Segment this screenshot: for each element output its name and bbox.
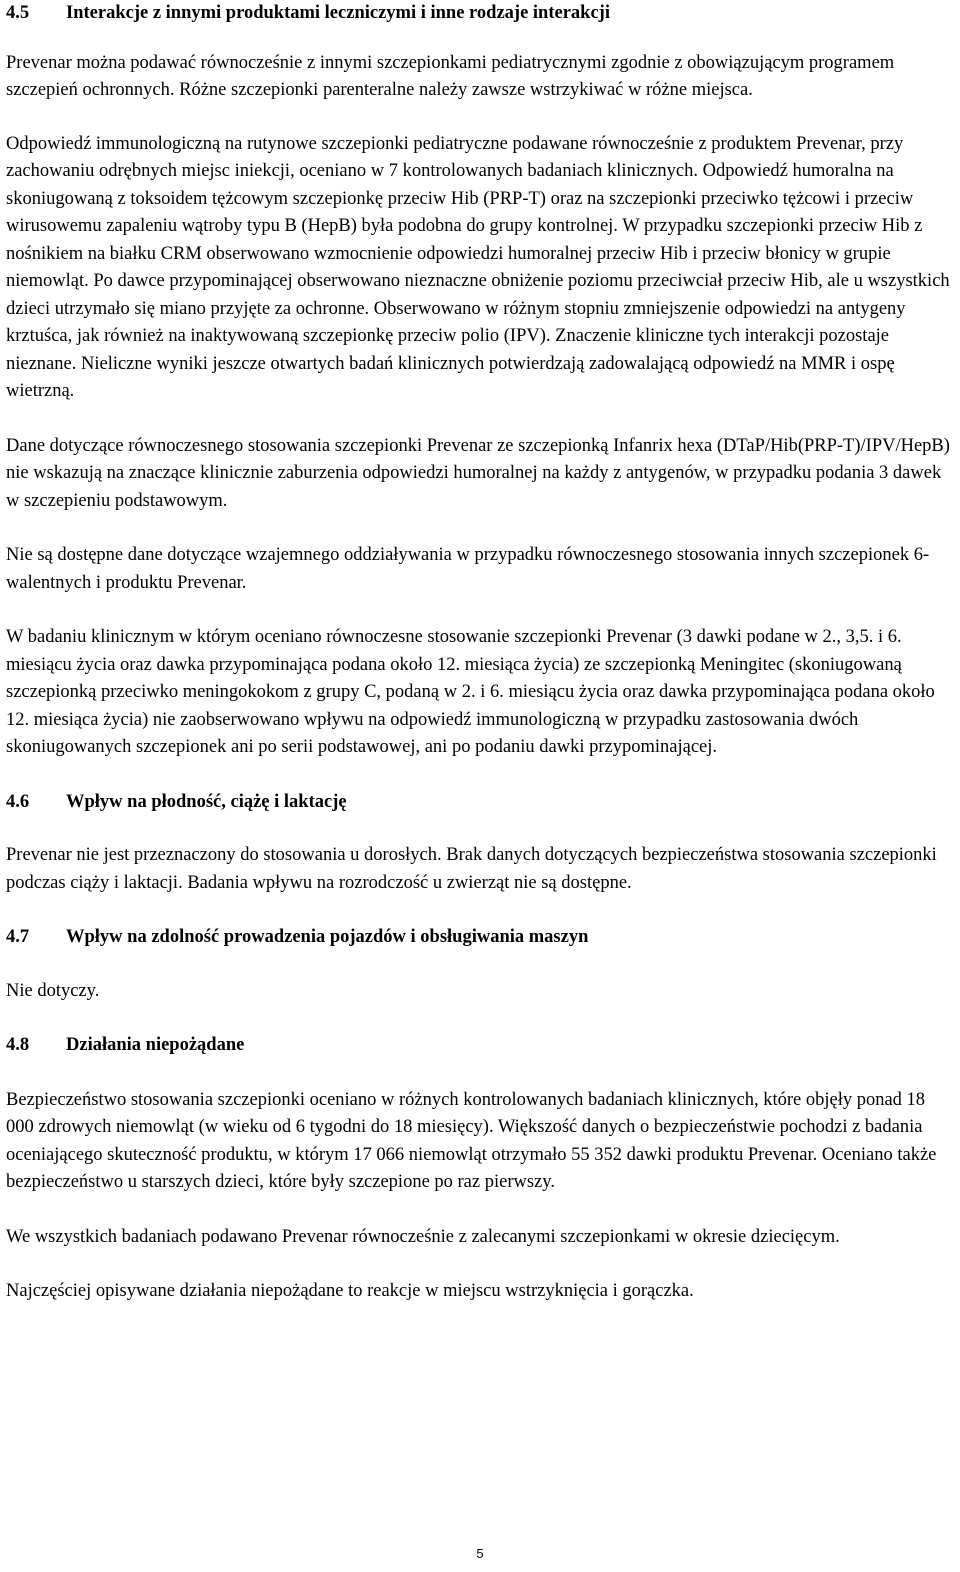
section-number: 4.7	[6, 927, 30, 947]
section-heading-4-6	[6, 789, 954, 817]
section-title: Interakcje z innymi produktami leczniczymi i inne rodzaje interakcji	[66, 3, 610, 23]
paragraph: Odpowiedź immunologiczną na rutynowe szczepionki pediatryczne podawane równocześnie z produktem Prevenar, przy zachowaniu odrębnych miejsc iniekcji, oceniano w 7 kontrolowanych badaniach klinicznych. Odpowiedź humoralna na skoniugowaną z toksoidem tężcowym szczepionkę przeciw Hib (PRP-T) oraz na szczepionki przeciwko tężcowi i przeciw wirusowemu zapaleniu wątroby typu B (HepB) była podobna do grupy kontrolnej. W przypadku szczepionki przeciw Hib z nośnikiem na białku CRM obserwowano wzmocnienie odpowiedzi humoralnej przeciw Hib i przeciw błonicy w grupie niemowląt. Po dawce przypominającej obserwowano nieznaczne obniżenie poziomu przeciwciał przeciw Hib, ale u wszystkich dzieci utrzymało się miano przyjęte za ochronne. Obserwowano w różnym stopniu zmniejszenie odpowiedzi na antygeny krztuśca, jak również na inaktywowaną szczepionkę przeciw polio (IPV). Znaczenie kliniczne tych interakcji pozostaje nieznane. Nieliczne wyniki jeszcze otwartych badań klinicznych potwierdzają zadowalającą odpowiedź na MMR i ospę wietrzną.	[6, 133, 950, 401]
paragraph: We wszystkich badaniach podawano Prevenar równocześnie z zalecanymi szczepionkami w okresie dziecięcym.	[6, 1226, 840, 1247]
section-number: 4.8	[6, 1035, 30, 1055]
paragraph: Nie dotyczy.	[6, 980, 100, 1001]
page-number: 5	[476, 1546, 484, 1561]
paragraph: Bezpieczeństwo stosowania szczepionki oceniano w różnych kontrolowanych badaniach klinicznych, które objęły ponad 18 000 zdrowych niemowląt (w wieku od 6 tygodni do 18 miesięcy). Większość danych o bezpieczeństwie pochodzi z badania oceniającego skuteczność produktu, w którym 17 066 niemowląt otrzymało 55 352 dawki produktu Prevenar. Oceniano także bezpieczeństwo u starszych dzieci, które były szczepione po raz pierwszy.	[6, 1089, 937, 1192]
section-title: Działania niepożądane	[66, 1035, 245, 1055]
paragraph: Prevenar można podawać równocześnie z innymi szczepionkami pediatrycznymi zgodnie z obowiązującym programem szczepień ochronnych. Różne szczepionki parenteralne należy zawsze wstrzykiwać w różne miejsca.	[6, 52, 895, 100]
section-heading-4-7	[6, 924, 954, 952]
paragraph: W badaniu klinicznym w którym oceniano równoczesne stosowanie szczepionki Prevenar (3 dawki podane w 2., 3,5. i 6. miesiącu życia oraz dawka przypominająca podana około 12. miesiąca życia) ze szczepionką Meningitec (skoniugowaną szczepionką przeciwko meningokokom z grupy C, podaną w 2. i 6. miesiącu życia oraz dawka przypominająca podana około 12. miesiąca życia) nie zaobserwowano wpływu na odpowiedź immunologiczną w przypadku zastosowania dwóch skoniugowanych szczepionek ani po serii podstawowej, ani po podaniu dawki przypominającej.	[6, 627, 935, 757]
paragraph: Dane dotyczące równoczesnego stosowania szczepionki Prevenar ze szczepionką Infanrix hexa (DTaP/Hib(PRP-T)/IPV/HepB) nie wskazują na znaczące klinicznie zaburzenia odpowiedzi humoralnej na każdy z antygenów, w przypadku podania 3 dawek w szczepieniu podstawowym.	[6, 435, 950, 511]
section-heading-4-5	[6, 0, 954, 28]
section-number: 4.5	[6, 3, 30, 23]
section-title: Wpływ na płodność, ciążę i laktację	[66, 791, 347, 812]
paragraph: Nie są dostępne dane dotyczące wzajemnego oddziaływania w przypadku równoczesnego stosowania innych szczepionek 6-walentnych i produktu Prevenar.	[6, 545, 930, 593]
document-page	[6, 0, 954, 1306]
section-title: Wpływ na zdolność prowadzenia pojazdów i obsługiwania maszyn	[66, 927, 589, 947]
paragraph: Prevenar nie jest przeznaczony do stosowania u dorosłych. Brak danych dotyczących bezpieczeństwa stosowania szczepionki podczas ciąży i laktacji. Badania wpływu na rozrodczość u zwierząt nie są dostępne.	[6, 845, 937, 893]
section-number: 4.6	[6, 791, 30, 812]
section-heading-4-8	[6, 1032, 954, 1060]
paragraph: Najczęściej opisywane działania niepożądane to reakcje w miejscu wstrzyknięcia i gorączka.	[6, 1281, 694, 1301]
